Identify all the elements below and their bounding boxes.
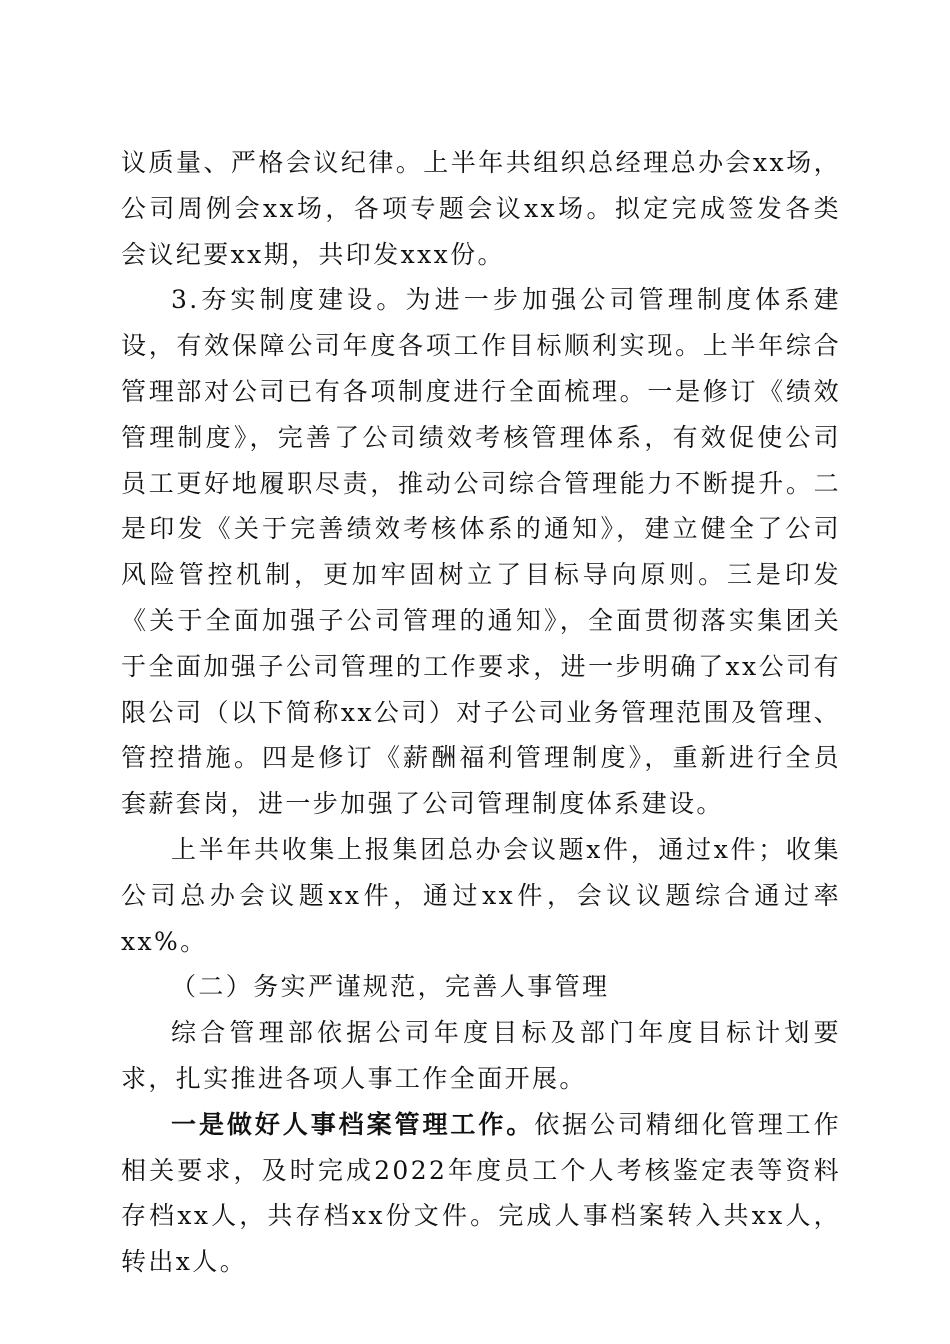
paragraph-agenda-stats: 上半年共收集上报集团总办会议题x件，通过x件；收集公司总办会议题xx件，通过xx件，会议议题综合通过率xx%。 xyxy=(121,834,841,956)
section-heading-personnel: （二）务实严谨规范，完善人事管理 xyxy=(171,972,610,1002)
document-body xyxy=(121,140,841,1285)
paragraph-archive-management xyxy=(121,1102,841,1285)
paragraph-system-building: 3.夯实制度建设。为进一步加强公司管理制度体系建设，有效保障公司年度各项工作目标顺利实现。上半年综合管理部对公司已有各项制度进行全面梳理。一是修订《绩效管理制度》，完善了公司绩效考核管理体系，有效促使公司员工更好地履职尽责，推动公司综合管理能力不断提升。二是印发《关于完善绩效考核体系的通知》，建立健全了公司风险管控机制，更加牢固树立了目标导向原则。三是印发《关于全面加强子公司管理的通知》，全面贯彻落实集团关于全面加强子公司管理的工作要求，进一步明确了xx公司有限公司（以下简称xx公司）对子公司业务管理范围及管理、管控措施。四是修订《薪酬福利管理制度》，重新进行全员套薪套岗，进一步加强了公司管理制度体系建设。 xyxy=(121,285,841,819)
archive-management-lead: 一是做好人事档案管理工作。 xyxy=(171,1109,535,1139)
archive-management-text: 依据公司精细化管理工作相关要求，及时完成2022年度员工个人考核鉴定表等资料存档xx人，共存档xx份文件。完成人事档案转入共xx人，转出x人。 xyxy=(121,1109,842,1277)
paragraph-personnel-intro: 综合管理部依据公司年度目标及部门年度目标计划要求，扎实推进各项人事工作全面开展。 xyxy=(121,1018,841,1093)
paragraph-meeting-summary: 议质量、严格会议纪律。上半年共组织总经理总办会xx场，公司周例会xx场，各项专题会议xx场。拟定完成签发各类会议纪要xx期，共印发xxx份。 xyxy=(121,148,841,269)
